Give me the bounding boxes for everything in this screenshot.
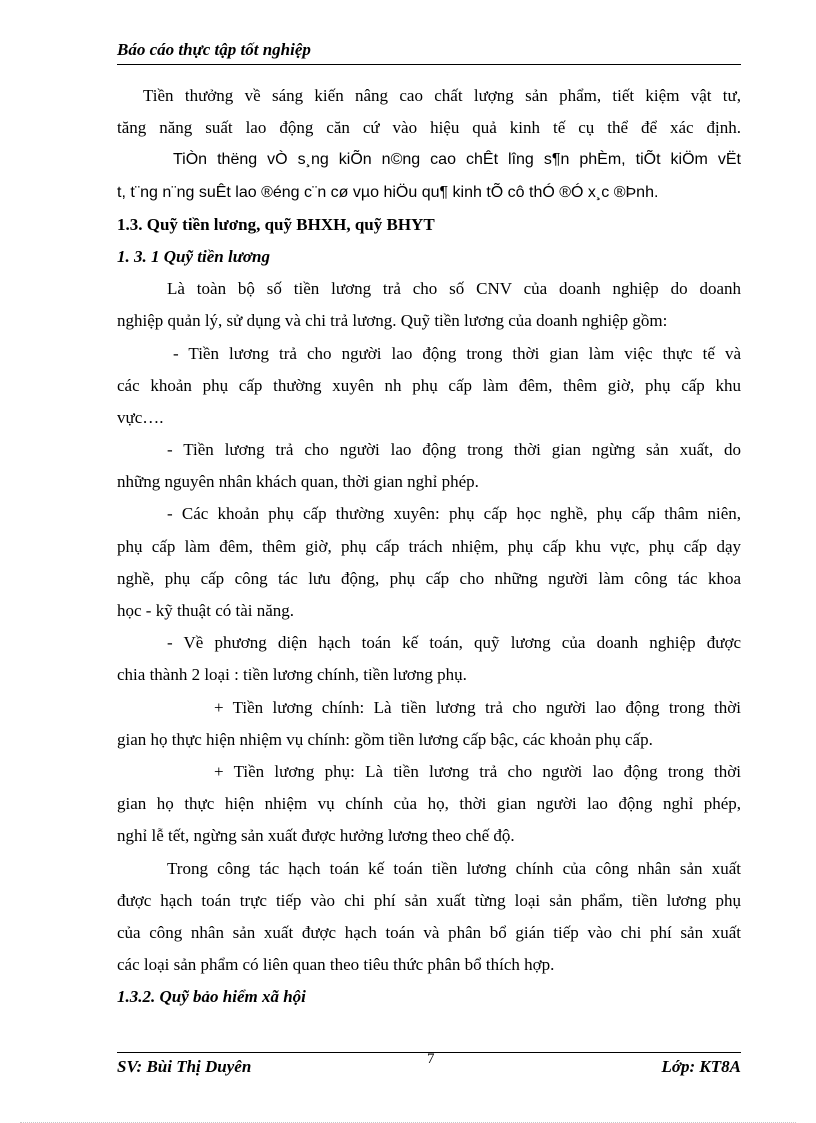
paragraph-line: các khoản phụ cấp thường xuyên nh phụ cấp làm đêm, thêm giờ, phụ cấp khu bbox=[117, 375, 741, 395]
paragraph-line: nghỉ lễ tết, ngừng sản xuất được hưởng lương theo chế độ. bbox=[117, 826, 515, 846]
paragraph-line: Trong công tác hạch toán kế toán tiền lương chính của công nhân sản xuất bbox=[167, 858, 741, 878]
subsection-heading: 1.3.2. Quỹ bảo hiểm xã hội bbox=[117, 987, 306, 1007]
paragraph-line: tăng năng suất lao động căn cứ vào hiệu quả kinh tế cụ thể để xác định. bbox=[117, 118, 741, 138]
class-name: Lớp: KT8A bbox=[661, 1057, 741, 1076]
paragraph-line: các loại sản phẩm có liên quan theo tiêu thức phân bổ thích hợp. bbox=[117, 955, 555, 975]
paragraph-line: của công nhân sản xuất được hạch toán và phân bổ gián tiếp vào chi phí sản xuất bbox=[117, 922, 741, 942]
paragraph-line: + Tiền lương phụ: Là tiền lương trả cho người lao động trong thời bbox=[214, 761, 741, 781]
page-body bbox=[117, 80, 741, 1013]
paragraph-line: TiÒn thëng vÒ s¸ng kiÕn n©ng cao chÊt lîng s¶n phÈm, tiÕt kiÖm vËt bbox=[173, 151, 741, 169]
paragraph-line: - Tiền lương trả cho người lao động trong thời gian ngừng sản xuất, do bbox=[167, 440, 741, 460]
paragraph-line: - Về phương diện hạch toán kế toán, quỹ lương của doanh nghiệp được bbox=[167, 633, 741, 653]
paragraph-line: nghề, phụ cấp công tác lưu động, phụ cấp cho những người làm công tác khoa bbox=[117, 568, 741, 588]
page-footer bbox=[117, 1051, 741, 1076]
paragraph-line: được hạch toán trực tiếp vào chi phí sản xuất từng loại sản phẩm, tiền lương phụ bbox=[117, 890, 741, 910]
paragraph-line: gian họ thực hiện nhiệm vụ chính của họ, thời gian người lao động nghỉ phép, bbox=[117, 794, 741, 814]
student-name: SV: Bùi Thị Duyên bbox=[117, 1057, 252, 1076]
paragraph-line: gian họ thực hiện nhiệm vụ chính: gồm tiền lương cấp bậc, các khoản phụ cấp. bbox=[117, 729, 653, 749]
paragraph-line: vực…. bbox=[117, 407, 164, 427]
subsection-heading: 1. 3. 1 Quỹ tiền lương bbox=[117, 246, 270, 266]
report-title: Báo cáo thực tập tốt nghiệp bbox=[117, 40, 311, 59]
paragraph-line: + Tiền lương chính: Là tiền lương trả cho người lao động trong thời bbox=[214, 697, 741, 717]
section-heading: 1.3. Quỹ tiền lương, quỹ BHXH, quỹ BHYT bbox=[117, 214, 435, 234]
paragraph-line: - Tiền lương trả cho người lao động trong thời gian làm việc thực tế và bbox=[173, 343, 741, 363]
paragraph-line: những nguyên nhân khách quan, thời gian nghỉ phép. bbox=[117, 472, 479, 492]
paragraph-line: phụ cấp làm đêm, thêm giờ, phụ cấp trách nhiệm, phụ cấp khu vực, phụ cấp dạy bbox=[117, 536, 741, 556]
paragraph-line: Là toàn bộ số tiền lương trả cho số CNV của doanh nghiệp do doanh bbox=[167, 279, 741, 299]
paragraph-line: Tiền thưởng về sáng kiến nâng cao chất lượng sản phẩm, tiết kiệm vật tư, bbox=[143, 86, 741, 105]
paragraph-line: nghiệp quản lý, sử dụng và chi trả lương. Quỹ tiền lương của doanh nghiệp gồm: bbox=[117, 311, 668, 331]
paragraph-line: - Các khoản phụ cấp thường xuyên: phụ cấp học nghề, phụ cấp thâm niên, bbox=[167, 504, 741, 524]
paragraph-line: t, t¨ng n¨ng suÊt lao ®éng c¨n cø vµo hiÖu qu¶ kinh tÕ cô thÓ ®Ó x¸c ®Þnh. bbox=[117, 183, 659, 201]
paragraph-line: học - kỹ thuật có tài năng. bbox=[117, 601, 295, 620]
page-number: 7 bbox=[427, 1051, 435, 1067]
page-header bbox=[117, 38, 741, 65]
paragraph-line: chia thành 2 loại : tiền lương chính, tiền lương phụ. bbox=[117, 665, 467, 685]
